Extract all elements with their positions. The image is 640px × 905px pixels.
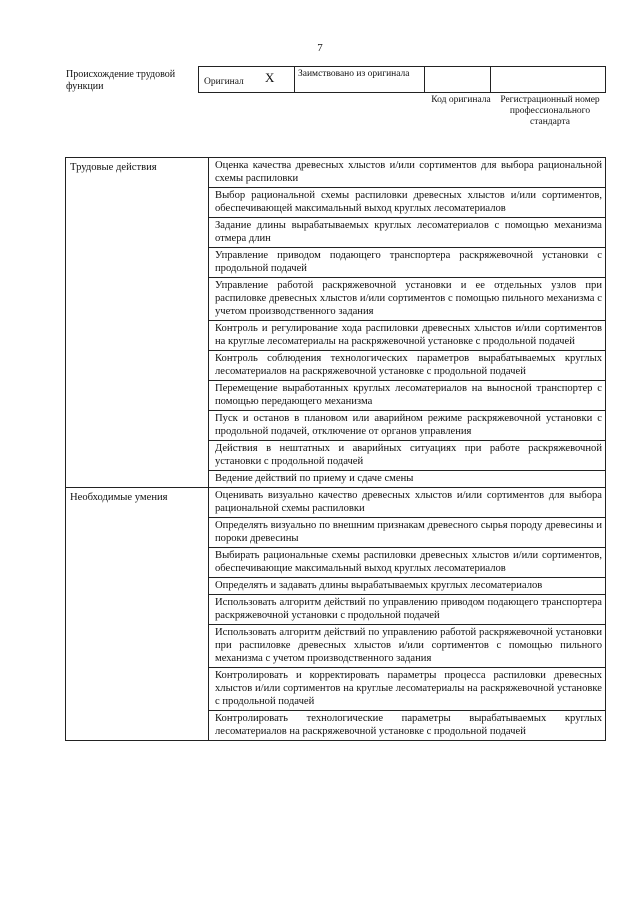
list-item: Оценивать визуально качество древесных хлыстов и/или сортиментов для выбора рациональной схемы распиловки (209, 488, 605, 518)
origin-box (198, 66, 606, 93)
code-caption: Код оригинала (431, 95, 491, 105)
origin-label: Происхождение трудовой функции (66, 69, 176, 92)
list-item: Использовать алгоритм действий по управлению работой раскряжевочной установки при распиловке древесных хлыстов и/или сортиментов с помощью пильного механизма с учетом производственного задания (209, 625, 605, 668)
list-item: Использовать алгоритм действий по управлению приводом подающего транспортера раскряжевочной установки с продольной подачей (209, 595, 605, 625)
list-item: Пуск и останов в плановом или аварийном режиме раскряжевочной установки с продольной подачей, отключение от органов управления (209, 411, 605, 441)
code-cell (425, 67, 491, 92)
section-label: Необходимые умения (66, 488, 209, 741)
reg-caption: Регистрационный номер профессионального стандарта (500, 95, 600, 127)
original-mark: X (265, 70, 275, 85)
reg-number-cell (491, 67, 605, 92)
list-item: Ведение действий по приему и сдаче смены (215, 473, 414, 484)
list-item: Контроль соблюдения технологических параметров вырабатываемых круглых лесоматериалов на раскряжевочной установке с продольной подачей (209, 351, 605, 381)
section-items (209, 488, 606, 741)
list-item: Определять и задавать длины вырабатываемых круглых лесоматериалов (209, 578, 605, 595)
page-number: 7 (317, 42, 323, 54)
section-items (209, 158, 606, 488)
function-table (65, 157, 606, 741)
list-item: Контролировать и корректировать параметры процесса распиловки древесных хлыстов и/или сортиментов на круглые лесоматериалы на раскряжевочной установке с продольной подачей (209, 668, 605, 711)
list-item: Управление приводом подающего транспортера раскряжевочной установки с продольной подачей (209, 248, 605, 278)
list-item: Выбор рациональной схемы распиловки древесных хлыстов и/или сортиментов, обеспечивающей максимальный выход круглых лесоматериалов (209, 188, 605, 218)
list-item: Контролировать технологические параметры вырабатываемых круглых лесоматериалов на раскряжевочной установке с продольной подачей (215, 713, 602, 737)
section-label: Трудовые действия (66, 158, 209, 488)
list-item: Перемещение выработанных круглых лесоматериалов на выносной транспортер с помощью передающего механизма (209, 381, 605, 411)
original-label: Оригинал (204, 77, 244, 87)
borrowed-cell: Заимствовано из оригинала (295, 67, 425, 92)
section-required-skills (66, 488, 606, 741)
list-item: Действия в нештатных и аварийных ситуациях при работе раскряжевочной установки с продольной подачей (209, 441, 605, 471)
list-item: Управление работой раскряжевочной установки и ее отдельных узлов при распиловке древесных хлыстов и/или сортиментов с помощью пильного механизма с учетом производственного задания (209, 278, 605, 321)
list-item: Задание длины вырабатываемых круглых лесоматериалов с помощью механизма отмера длин (209, 218, 605, 248)
list-item: Оценка качества древесных хлыстов и/или сортиментов для выбора рациональной схемы распиловки (209, 158, 605, 188)
list-item: Контроль и регулирование хода распиловки древесных хлыстов и/или сортиментов на круглые лесоматериалы на раскряжевочной установке с продольной подачей (209, 321, 605, 351)
list-item: Определять визуально по внешним признакам древесного сырья породу древесины и пороки древесины (209, 518, 605, 548)
list-item: Выбирать рациональные схемы распиловки древесных хлыстов и/или сортиментов, обеспечивающие максимальный выход круглых лесоматериалов (209, 548, 605, 578)
original-cell (199, 67, 295, 92)
section-labor-actions (66, 158, 606, 488)
